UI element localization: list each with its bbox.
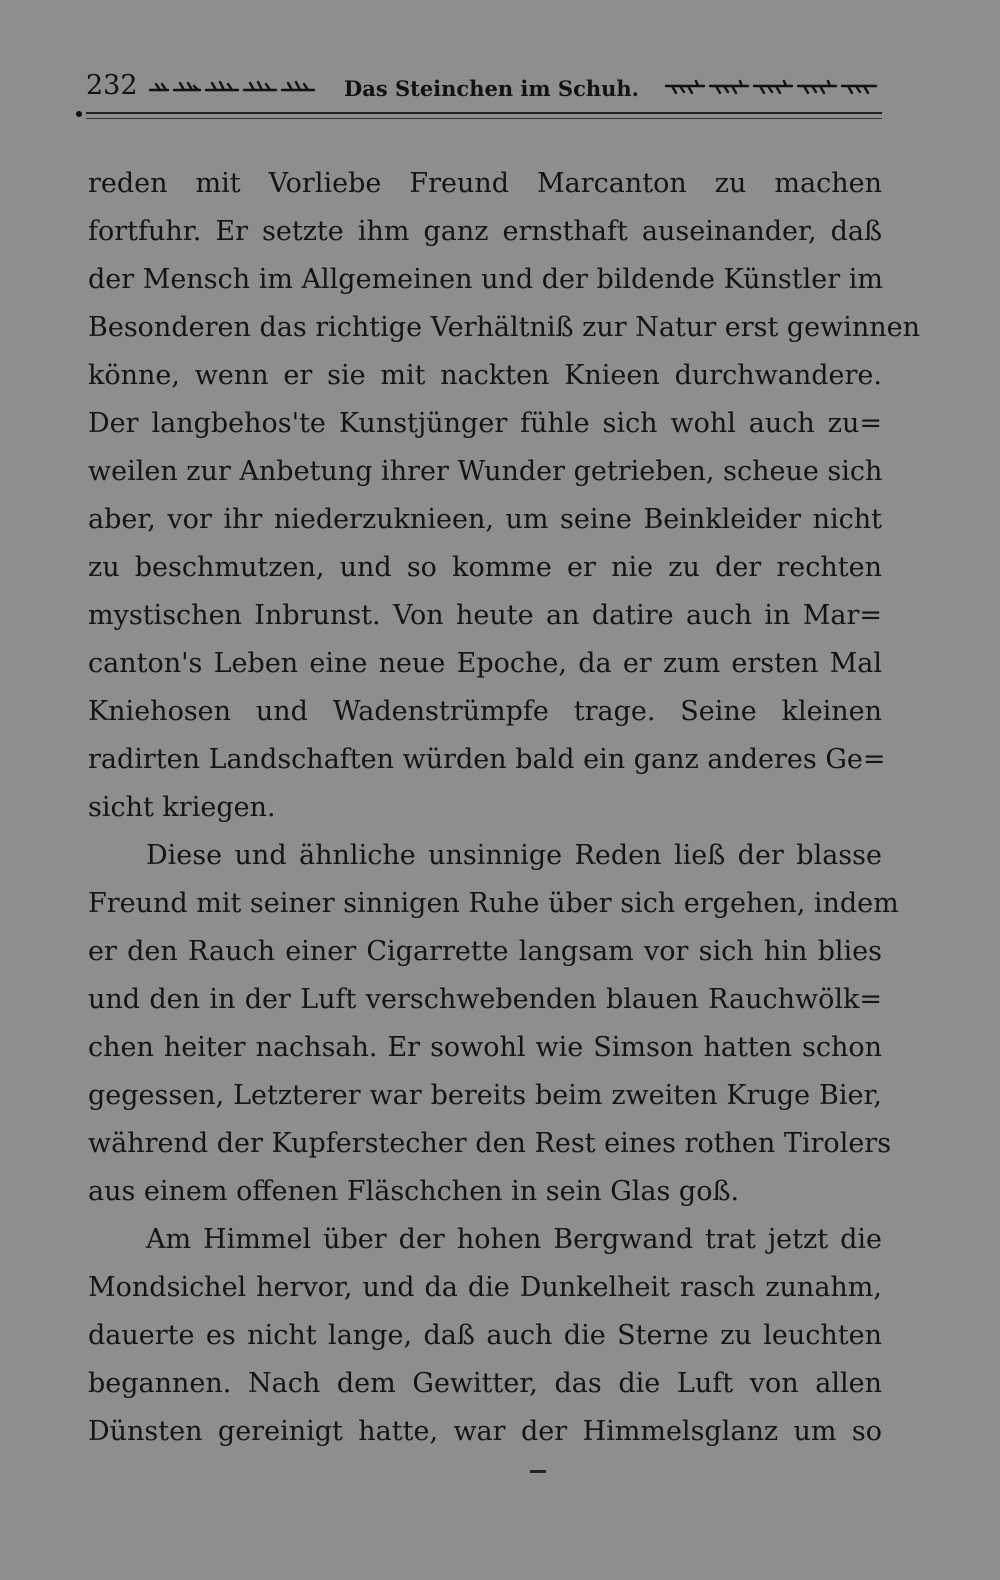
text-line: fortfuhr. Er setzte ihm ganz ernsthaft auseinander, daß <box>88 216 882 247</box>
running-title: Das Steinchen im Schuh. <box>344 76 639 101</box>
text-line: dauerte es nicht lange, daß auch die Sterne zu leuchten <box>88 1320 882 1351</box>
text-line: reden mit Vorliebe Freund Marcanton zu machen <box>88 168 882 199</box>
text-line: Dünsten gereinigt hatte, war der Himmelsglanz um so <box>88 1416 882 1447</box>
text-line: könne, wenn er sie mit nackten Knieen durchwandere. <box>88 360 882 391</box>
text-line: und den in der Luft verschwebenden blauen Rauchwölk= <box>88 984 882 1015</box>
text-line: sicht kriegen. <box>88 792 276 823</box>
page-number: 232 <box>86 70 138 101</box>
bottom-dash-mark <box>530 1470 546 1473</box>
page-header <box>84 66 882 110</box>
text-line: Der langbehos'te Kunstjünger fühle sich wohl auch zu= <box>88 408 882 439</box>
text-line: chen heiter nachsah. Er sowohl wie Simson hatten schon <box>88 1032 882 1063</box>
header-rule-thin <box>86 118 882 119</box>
text-line: aus einem offenen Fläschchen in sein Glas goß. <box>88 1176 740 1207</box>
ornament-right-icon <box>664 78 880 96</box>
text-line: Kniehosen und Wadenstrümpfe trage. Seine kleinen <box>88 696 882 727</box>
text-line: Mondsichel hervor, und da die Dunkelheit rasch zunahm, <box>88 1272 882 1303</box>
ornament-left-icon <box>148 78 318 96</box>
text-line: Besonderen das richtige Verhältniß zur Natur erst gewinnen <box>88 312 921 343</box>
text-line: gegessen, Letzterer war bereits beim zweiten Kruge Bier, <box>88 1080 882 1111</box>
body-text <box>88 160 921 1456</box>
text-line: mystischen Inbrunst. Von heute an datire auch in Mar= <box>88 600 882 631</box>
text-line: Diese und ähnliche unsinnige Reden ließ der blasse <box>146 840 882 871</box>
text-line: Freund mit seiner sinnigen Ruhe über sich ergehen, indem <box>88 888 899 919</box>
header-rule-thick <box>86 112 882 114</box>
text-line: Am Himmel über der hohen Bergwand trat jetzt die <box>146 1224 882 1255</box>
text-line: weilen zur Anbetung ihrer Wunder getrieben, scheue sich <box>88 456 883 487</box>
text-line: der Mensch im Allgemeinen und der bildende Künstler im <box>88 264 883 295</box>
text-line: zu beschmutzen, und so komme er nie zu der rechten <box>88 552 882 583</box>
text-line: während der Kupferstecher den Rest eines rothen Tirolers <box>88 1128 892 1159</box>
text-line: canton's Leben eine neue Epoche, da er zum ersten Mal <box>88 648 882 679</box>
text-line: radirten Landschaften würden bald ein ganz anderes Ge= <box>88 744 886 775</box>
rule-ornament-dot <box>76 111 82 117</box>
text-line: er den Rauch einer Cigarrette langsam vor sich hin blies <box>88 936 882 967</box>
text-line: begannen. Nach dem Gewitter, das die Luft von allen <box>88 1368 882 1399</box>
text-line: aber, vor ihr niederzuknieen, um seine Beinkleider nicht <box>88 504 882 535</box>
